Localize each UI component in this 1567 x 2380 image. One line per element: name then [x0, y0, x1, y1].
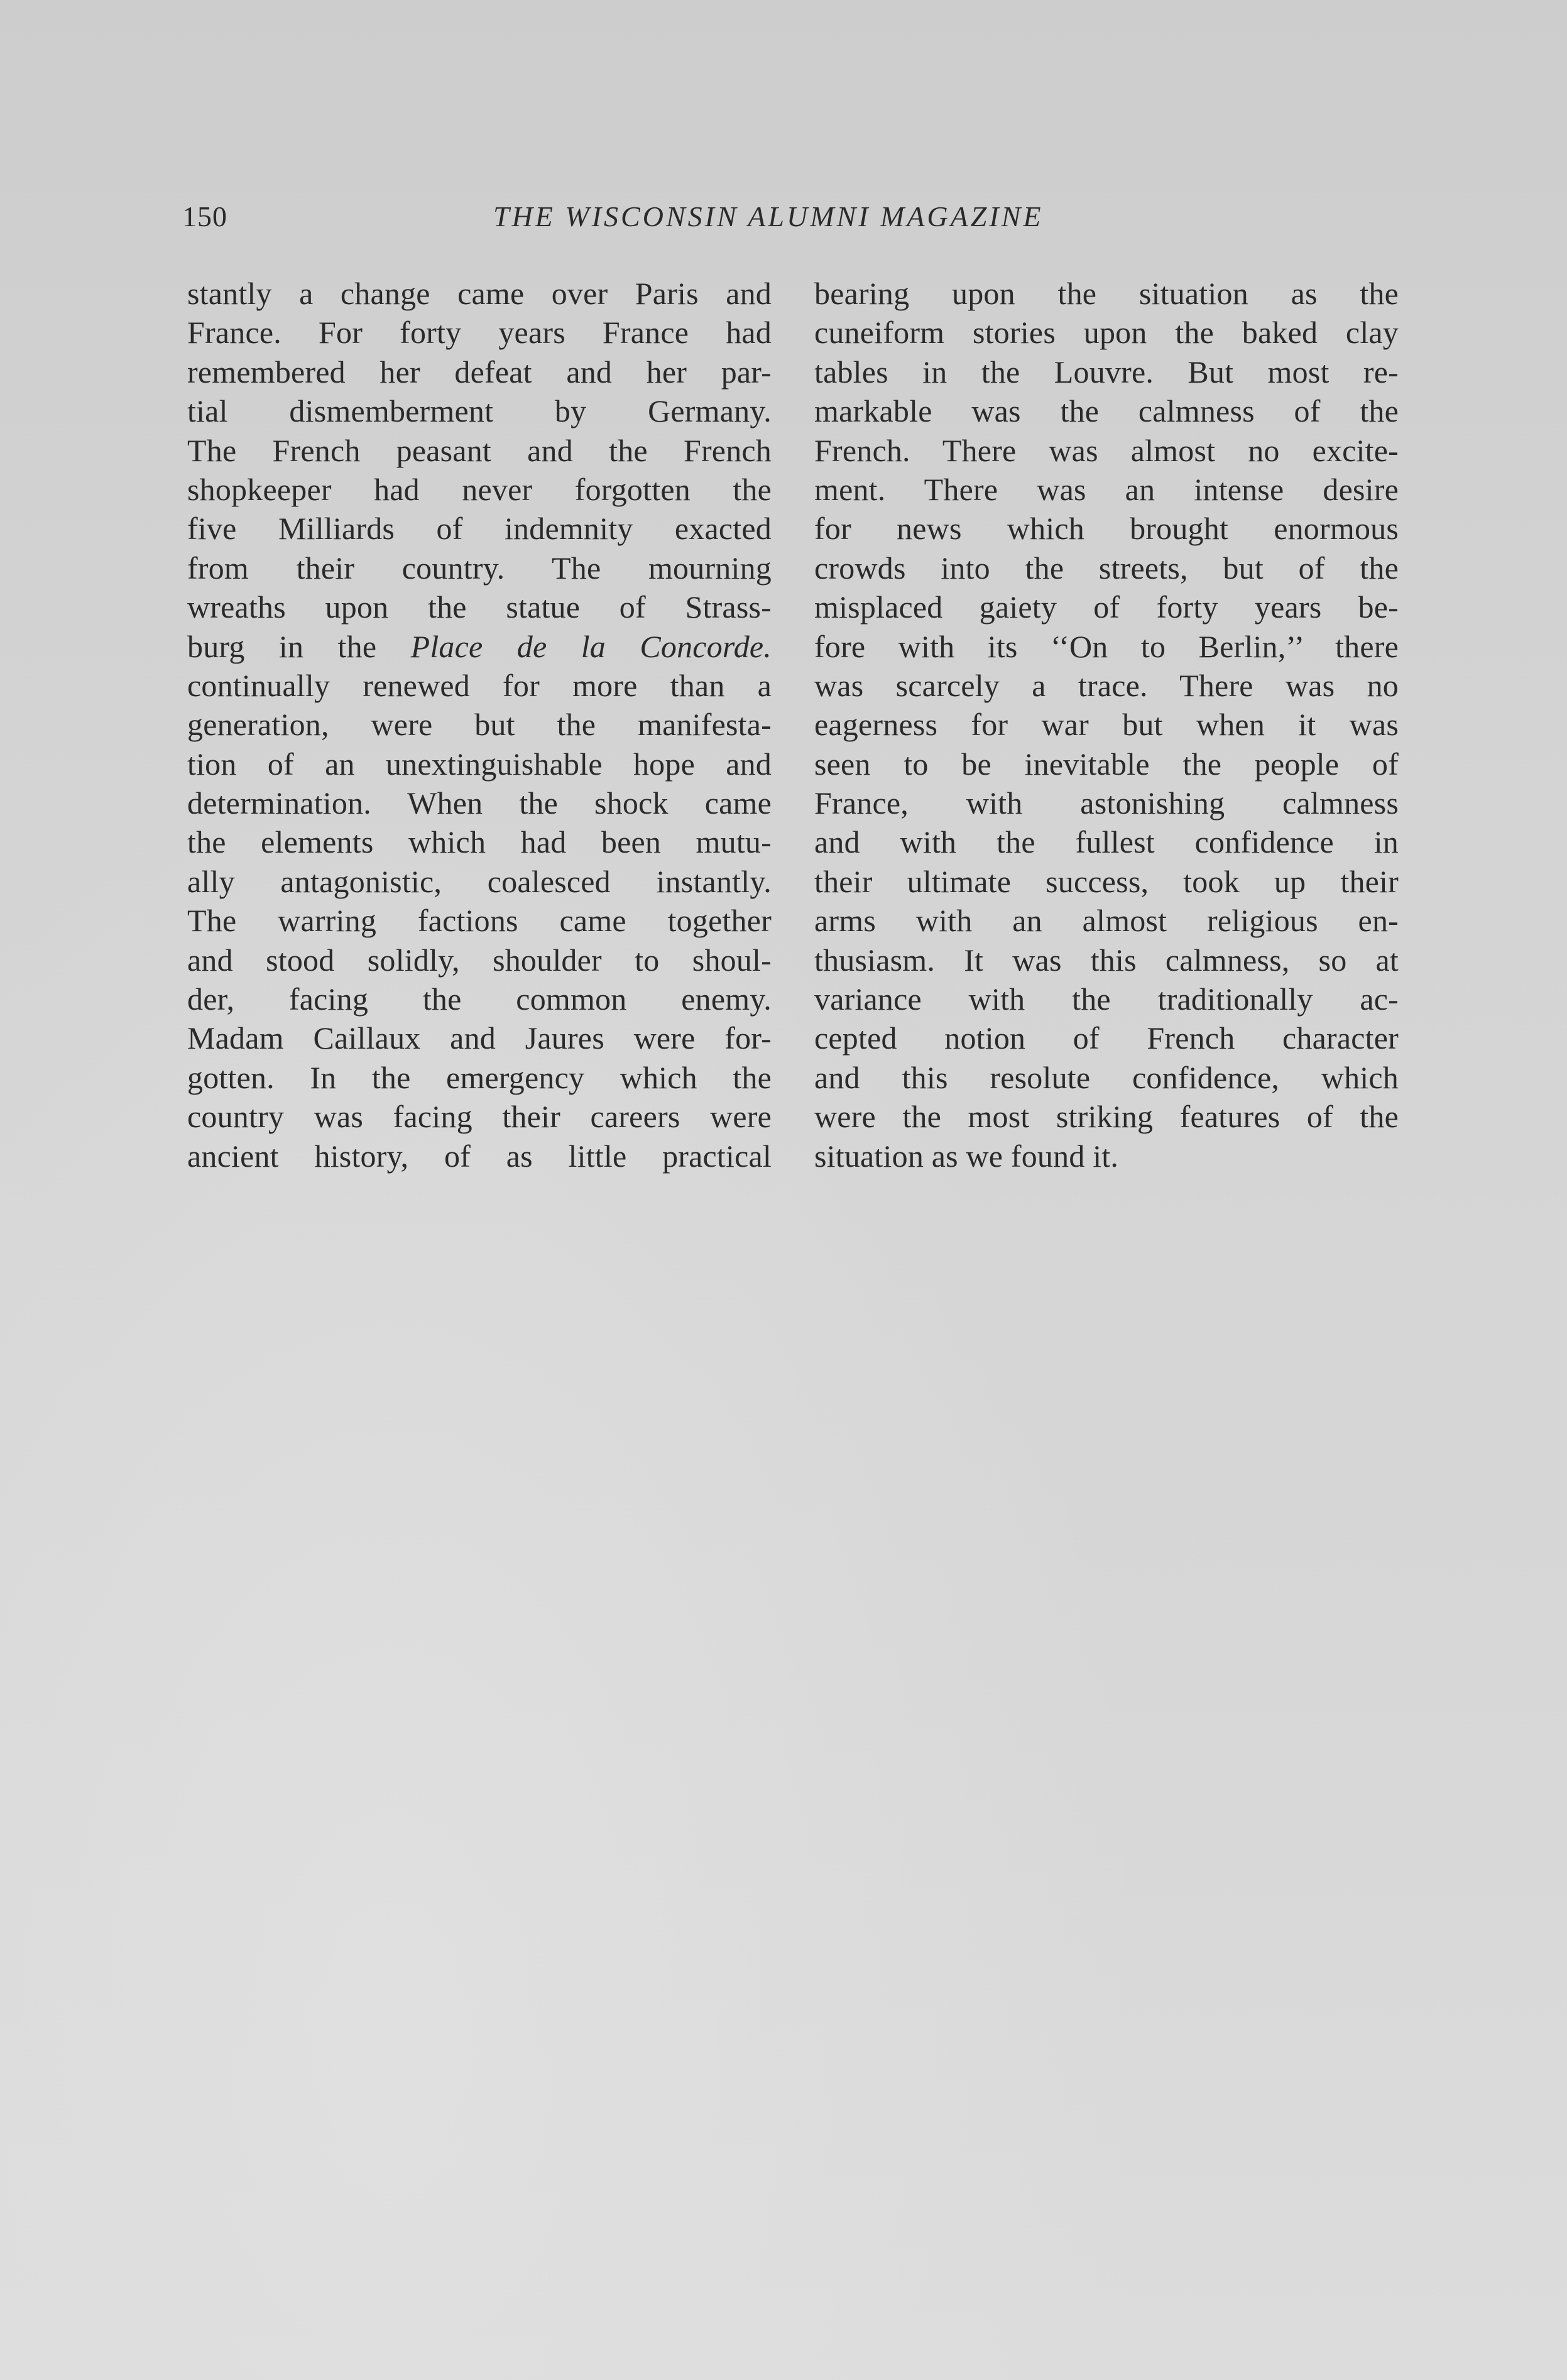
text-line: remembered her defeat and her par-: [187, 354, 772, 390]
text-line: markable was the calmness of the: [814, 393, 1399, 429]
text-line: tial dismemberment by Germany.: [187, 393, 772, 429]
text-line: their ultimate success, took up their: [814, 863, 1399, 899]
text-line: bearing upon the situation as the: [814, 276, 1399, 311]
text-line: ally antagonistic, coalesced instantly.: [187, 863, 772, 899]
page-number: 150: [182, 200, 227, 232]
italic-place-name: Place de la Concorde.: [410, 628, 772, 664]
text-line: were the most striking features of the: [814, 1099, 1399, 1135]
text-line: from their country. The mourning: [187, 550, 772, 586]
text-line: gotten. In the emergency which the: [187, 1059, 772, 1095]
text-line: The warring factions came together: [187, 903, 772, 939]
text-line: country was facing their careers were: [187, 1099, 772, 1135]
text-line: misplaced gaiety of forty years be-: [814, 589, 1399, 625]
text-line: and this resolute confidence, which: [814, 1059, 1399, 1095]
text-line: fore with its ‘‘On to Berlin,’’ there: [814, 628, 1399, 664]
text-line: French. There was almost no excite-: [814, 432, 1399, 468]
text-line: France. For forty years France had: [187, 315, 772, 351]
text-line: wreaths upon the statue of Strass-: [187, 589, 772, 625]
text-line-prefix: burg in the: [187, 628, 377, 664]
text-line: cuneiform stories upon the baked clay: [814, 315, 1399, 351]
text-line: continually renewed for more than a: [187, 667, 772, 703]
text-line: eagerness for war but when it was: [814, 707, 1399, 743]
right-column: [814, 274, 1399, 1176]
text-line-with-italic: [187, 627, 772, 666]
text-line: seen to be inevitable the people of: [814, 746, 1399, 782]
text-line: situation as we found it.: [814, 1138, 1119, 1174]
text-line: determination. When the shock came: [187, 785, 772, 821]
text-line: was scarcely a trace. There was no: [814, 667, 1399, 703]
text-line: the elements which had been mutu-: [187, 824, 772, 860]
text-line: tables in the Louvre. But most re-: [814, 354, 1399, 390]
text-line: arms with an almost religious en-: [814, 903, 1399, 939]
text-line: France, with astonishing calmness: [814, 785, 1399, 821]
text-line: ancient history, of as little practical: [187, 1138, 772, 1174]
running-title: THE WISCONSIN ALUMNI MAGAZINE: [493, 200, 1044, 232]
left-column: [187, 274, 772, 1176]
text-line: cepted notion of French character: [814, 1020, 1399, 1056]
text-line: variance with the traditionally ac-: [814, 981, 1399, 1017]
text-line: and with the fullest confidence in: [814, 824, 1399, 860]
text-line: tion of an unextinguishable hope and: [187, 746, 772, 782]
text-line: generation, were but the manifesta-: [187, 707, 772, 743]
text-line: and stood solidly, shoulder to shoul-: [187, 942, 772, 978]
text-line: ment. There was an intense desire: [814, 471, 1399, 507]
text-line: der, facing the common enemy.: [187, 981, 772, 1017]
text-line: The French peasant and the French: [187, 432, 772, 468]
text-line: crowds into the streets, but of the: [814, 550, 1399, 586]
text-line: Madam Caillaux and Jaures were for-: [187, 1020, 772, 1056]
text-line: shopkeeper had never forgotten the: [187, 471, 772, 507]
text-line: five Milliards of indemnity exacted: [187, 511, 772, 547]
text-line: thusiasm. It was this calmness, so at: [814, 942, 1399, 978]
text-line: stantly a change came over Paris and: [187, 276, 772, 311]
text-line: for news which brought enormous: [814, 511, 1399, 547]
